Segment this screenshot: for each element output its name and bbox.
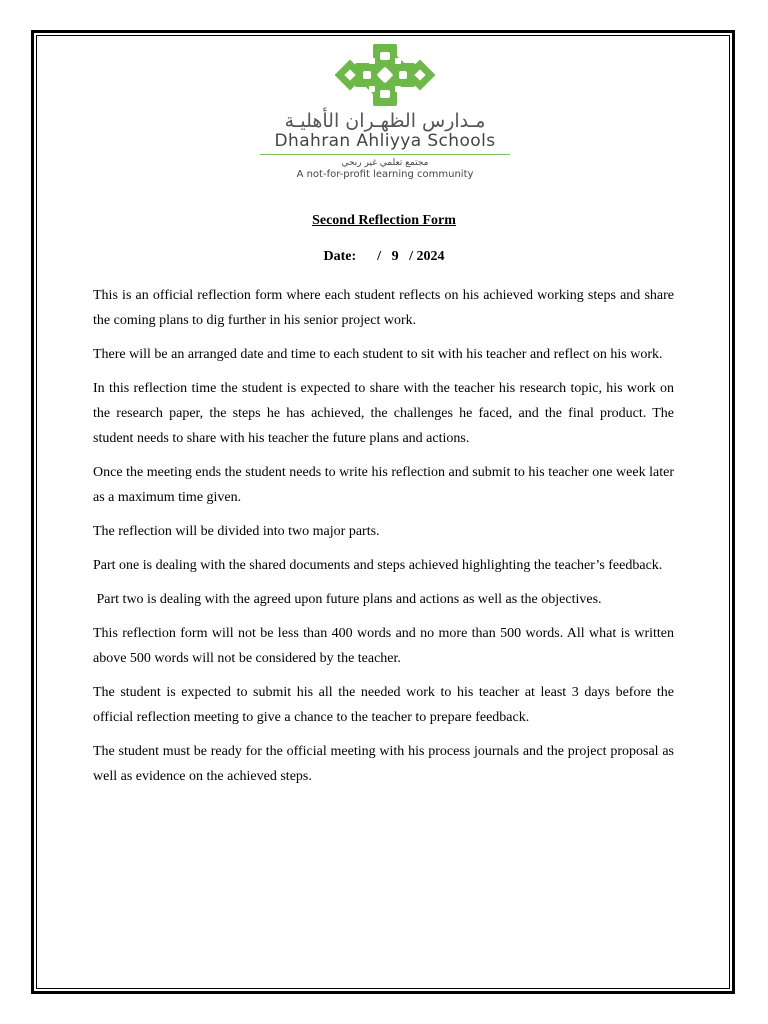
- logo-divider: [260, 154, 510, 155]
- geometric-star-icon: [335, 44, 435, 106]
- paragraph: The student must be ready for the official meeting with his process journals and the project proposal as well as evidence on the achieved steps.: [93, 744, 674, 784]
- paragraph: Part two is dealing with the agreed upon future plans and actions as well as the objectives.: [93, 592, 602, 607]
- paragraph: Once the meeting ends the student needs to write his reflection and submit to his teacher one week later as a maximum time given.: [93, 465, 674, 505]
- tagline-english: A not-for-profit learning community: [296, 169, 474, 180]
- paragraph: The student is expected to submit his all the needed work to his teacher at least 3 days before the official reflection meeting to give a chance to the teacher to prepare feedback.: [93, 685, 674, 725]
- form-title: Second Reflection Form: [312, 213, 456, 228]
- date-line: Date: / 9 / 2024: [323, 249, 445, 264]
- paragraph: This reflection form will not be less than 400 words and no more than 500 words. All what is written above 500 words will not be considered by the teacher.: [93, 626, 674, 666]
- paragraph: This is an official reflection form where each student reflects on his achieved working steps and share the coming plans to dig further in his senior project work.: [93, 288, 674, 328]
- form-body: [93, 283, 674, 798]
- school-name-english: Dhahran Ahliyya Schools: [274, 131, 496, 151]
- paragraph: There will be an arranged date and time to each student to sit with his teacher and reflect on his work.: [93, 347, 663, 362]
- paragraph: The reflection will be divided into two major parts.: [93, 524, 380, 539]
- tagline-arabic: مجتمع تعلمي غير ربحي: [341, 158, 429, 168]
- school-name-arabic: مـدارس الظهـران الأهليـة: [284, 110, 486, 132]
- paragraph: Part one is dealing with the shared documents and steps achieved highlighting the teacher’s feedback.: [93, 558, 663, 573]
- school-logo: [245, 44, 525, 189]
- paragraph: In this reflection time the student is expected to share with the teacher his research topic, his work on the research paper, the steps he has achieved, the challenges he faced, and the final product. The student needs to share with his teacher the future plans and actions.: [93, 381, 674, 446]
